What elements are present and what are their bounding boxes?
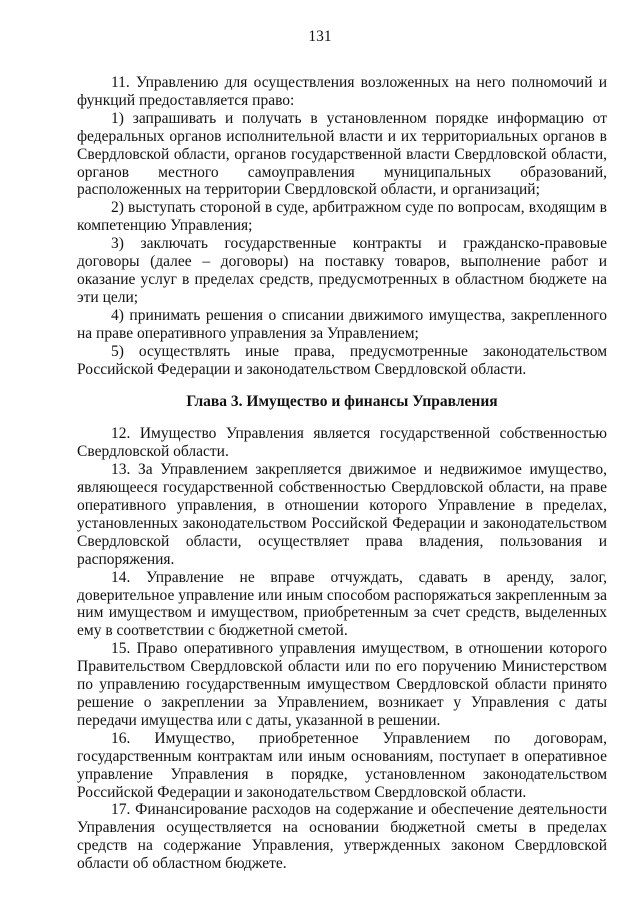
clause-16: 16. Имущество, приобретенное Управлением по договорам, государственным контрактам или иным основаниям, поступает в оперативное управление Управления в порядке, установленном законодательством Российской Федерации и законодательством Свердловской области. bbox=[77, 729, 607, 801]
chapter-title: Глава 3. Имущество и финансы Управления bbox=[186, 393, 498, 411]
page-number: 131 bbox=[308, 28, 332, 45]
clause-12: 12. Имущество Управления является государственной собственностью Свердловской области. bbox=[77, 425, 607, 461]
clause-11-item-4: 4) принимать решения о списании движимого имущества, закрепленного на праве оперативного управления за Управлением; bbox=[77, 306, 607, 342]
clause-15: 15. Право оперативного управления имуществом, в отношении которого Правительством Свердловской области или по его поручению Министерством по управлению государственным имуществом Свердловской области принято решение о закреплении за Управлением, возникает у Управления с даты передачи имущества или с даты, указанной в решении. bbox=[77, 640, 607, 729]
clause-17: 17. Финансирование расходов на содержание и обеспечение деятельности Управления осуществляется на основании бюджетной сметы в пределах средств на содержание Управления, утвержденных законом Свердловской области об областном бюджете. bbox=[77, 801, 607, 873]
clause-11-item-1: 1) запрашивать и получать в установленном порядке информацию от федеральных органов исполнительной власти и их территориальных органов в Свердловской области, органов государственной власти Свердловской области, органов местного самоуправления муниципальных образований, расположенных на территории Свердловской области, и организаций; bbox=[77, 109, 607, 199]
clause-13: 13. За Управлением закрепляется движимое и недвижимое имущество, являющееся государственной собственностью Свердловской области, на праве оперативного управления, в отношении которого Управление в пределах, установленных законодательством Российской Федерации и законодательством Свердловской области, осуществляет права владения, пользования и распоряжения. bbox=[77, 461, 607, 568]
document-body bbox=[77, 74, 607, 873]
clause-11-intro: 11. Управлению для осуществления возложенных на него полномочий и функций предоставляется право: bbox=[77, 74, 607, 109]
clause-11-item-5: 5) осуществлять иные права, предусмотренные законодательством Российской Федерации и законодательством Свердловской области. bbox=[77, 342, 607, 378]
clause-14: 14. Управление не вправе отчуждать, сдавать в аренду, залог, доверительное управление или иным способом распоряжаться закрепленным за ним имуществом и имуществом, приобретенным за счет средств, выделенных ему в соответствии с бюджетной сметой. bbox=[77, 568, 607, 640]
clause-11-item-2: 2) выступать стороной в суде, арбитражном суде по вопросам, входящим в компетенцию Управления; bbox=[77, 199, 607, 235]
clause-11-item-3: 3) заключать государственные контракты и гражданско-правовые договоры (далее – договоры) на поставку товаров, выполнение работ и оказание услуг в пределах средств, предусмотренных в областном бюджете на эти цели; bbox=[77, 235, 607, 306]
